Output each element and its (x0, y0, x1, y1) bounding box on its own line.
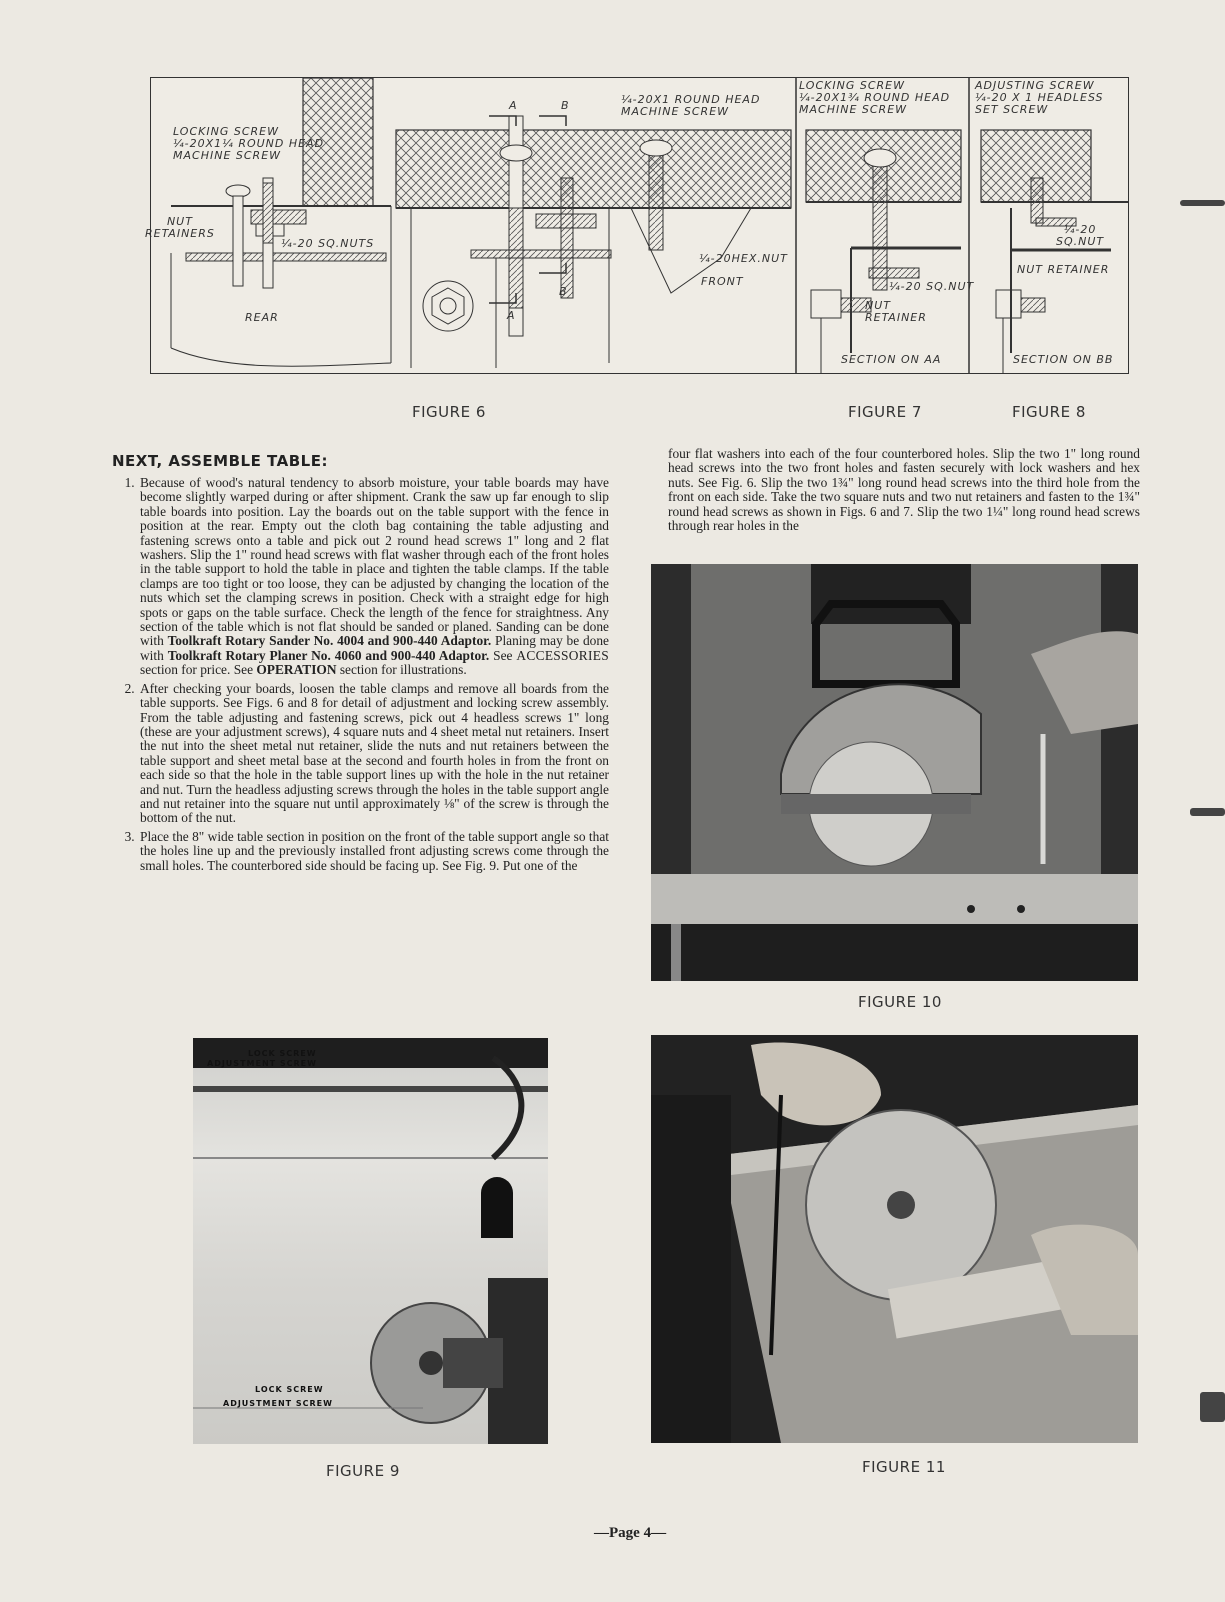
fig6-hex-nut-label: ¼-20HEX.NUT (699, 252, 788, 265)
figure10-drawing (651, 564, 1138, 981)
drawing-lines (151, 78, 1128, 373)
fig6-section-a-bottom: A (507, 309, 516, 322)
figure6-caption: FIGURE 6 (412, 403, 486, 421)
fig9-adjustment-screw-top: ADJUSTMENT SCREW (207, 1059, 317, 1068)
step-3: 3. Place the 8" wide table section in position on the front of the table support angle so that the holes line up and the previously installed front adjusting screws come through the small holes. The counterbored side should be facing up. See Fig. 9. Put one of the (138, 830, 609, 873)
figure9-drawing (193, 1038, 548, 1444)
step-1: 1. Because of wood's natural tendency to absorb moisture, your table boards may have become slightly warped during or after shipment. Crank the saw up far enough to slip table boards into position. Lay the boards out on the table support with the fence in position at the rear. Empty out the cloth bag containing the table adjusting and fastening screws onto a table and pick out 2 round head screws 1" long and 2 flat washers. Slip the 1" round head screws with flat washer through each of the front holes in the table support to hold the table in place and tighten the table clamps. If the table clamps are too tight or too loose, they can be adjusted by changing the location of the nuts which set the clamping screws in position. Check with a straight edge for high spots or gaps on the table surface. Check the length of the fence for straightness. Any section of the table which is not flat should be sanded or planed. Sanding can be done with Toolkraft Rotary Sander No. 4004 and 900-440 Adaptor. Planing may be done with Toolkraft Rotary Planer No. 4060 and 900-440 Adaptor. See ACCESSORIES section for price. See OPERATION section for illustrations. (138, 476, 609, 678)
figure11-caption: FIGURE 11 (862, 1458, 946, 1476)
fig6-section-b-top: B (561, 99, 570, 112)
fig8-nut-retainer-label: NUT RETAINER (1017, 263, 1110, 276)
fig7-nut-retainer-label: NUT RETAINER (865, 299, 927, 324)
figure8-caption: FIGURE 8 (1012, 403, 1086, 421)
figure11-photo (651, 1035, 1138, 1443)
fig8-adjusting-screw-label: ADJUSTING SCREW ¼-20 X 1 HEADLESS SET SCREW (975, 79, 1104, 116)
fig6-sq-nuts-label: ¼-20 SQ.NUTS (281, 237, 375, 250)
scan-edge-mark (1180, 200, 1225, 206)
fig7-section-label: SECTION ON AA (841, 353, 942, 366)
page-footer: —Page 4— (594, 1525, 667, 1541)
section-heading: NEXT, ASSEMBLE TABLE: (112, 452, 328, 470)
fig8-section-label: SECTION ON BB (1013, 353, 1114, 366)
fig6-front-label: FRONT (701, 275, 744, 288)
assembly-steps (112, 476, 609, 873)
fig9-lock-screw-bottom: LOCK SCREW (255, 1385, 324, 1394)
figure9-photo (193, 1038, 548, 1444)
technical-drawing-panel (145, 77, 1129, 374)
left-column (112, 452, 609, 877)
fig6-section-b-bottom: B (559, 285, 568, 298)
figure7-caption: FIGURE 7 (848, 403, 922, 421)
fig6-nut-retainers-label: NUT RETAINERS (145, 215, 215, 240)
fig6-rear-label: REAR (245, 311, 279, 324)
scan-edge-mark (1190, 808, 1225, 816)
continuation-text: four flat washers into each of the four counterbored holes. Slip the two 1" long round head screws into the two front holes and fasten securely with lock washers and hex nuts. See Fig. 6. Slip the two 1¾" long round head screws into the third hole from the front on each side. Take the two square nuts and two nut retainers and fasten to the 1¾" round head screws as shown in Figs. 6 and 7. Slip the two 1¼" long round head screws through rear holes in the (668, 446, 1140, 534)
figure10-photo (651, 564, 1138, 981)
fig7-locking-screw-label: LOCKING SCREW ¼-20X1¾ ROUND HEAD MACHINE SCREW (799, 79, 951, 116)
fig8-sq-nut-label: ¼-20 SQ.NUT (1056, 223, 1105, 248)
fig6-locking-screw-label: LOCKING SCREW ¼-20X1¼ ROUND HEAD MACHINE SCREW (173, 125, 325, 162)
scan-edge-mark (1200, 1392, 1225, 1422)
figure9-caption: FIGURE 9 (326, 1462, 400, 1480)
figure11-drawing (651, 1035, 1138, 1443)
step-2: 2. After checking your boards, loosen the table clamps and remove all boards from the table supports. See Figs. 6 and 8 for detail of adjustment and locking screw assembly. From the table adjusting and fastening screws, pick out 4 headless screws 1" long (these are your adjustment screws), 4 square nuts and 4 sheet metal nut retainers. Insert the nut into the sheet metal nut retainer, slide the nuts and nut retainers between the table support and sheet metal base at the second and fourth holes in from the front on each side so that the hole in the table support lines up with the hole in the nut retainer and nut. Turn the headless adjusting screws through the holes in the table support angle and nut retainer into the square nut until approximately ⅛" of the screw is through the bottom of the nut. (138, 682, 609, 826)
fig7-sq-nut-label: ¼-20 SQ.NUT (889, 280, 975, 293)
figure10-caption: FIGURE 10 (858, 993, 942, 1011)
fig9-lock-screw-top: LOCK SCREW (248, 1049, 317, 1058)
fig6-round-head-label: ¼-20X1 ROUND HEAD MACHINE SCREW (621, 93, 761, 118)
fig6-section-a-top: A (509, 99, 518, 112)
fig9-adjustment-screw-bottom: ADJUSTMENT SCREW (223, 1399, 333, 1408)
